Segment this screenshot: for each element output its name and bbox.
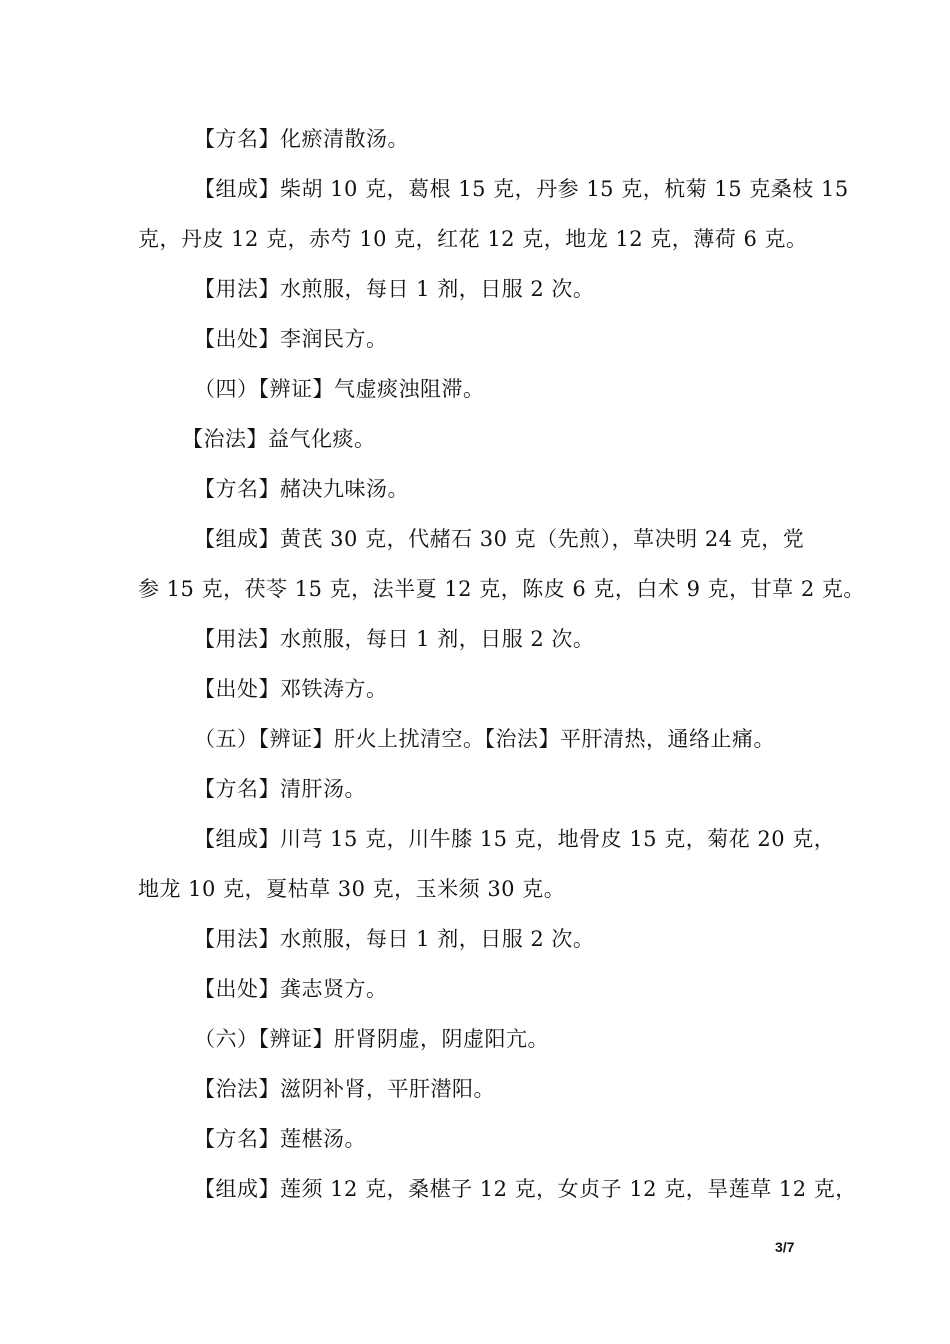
text-line: 克，丹皮 12 克，赤芍 10 克，红花 12 克，地龙 12 克，薄荷 6 克。 xyxy=(138,227,808,251)
text-line: 地龙 10 克，夏枯草 30 克，玉米须 30 克。 xyxy=(138,877,566,901)
text-line: 参 15 克，茯苓 15 克，法半夏 12 克，陈皮 6 克，白术 9 克，甘草 2 克。 xyxy=(138,577,865,601)
text-line: 【用法】水煎服，每日 1 剂，日服 2 次。 xyxy=(194,927,595,951)
text-line: 【方名】赭决九味汤。 xyxy=(194,477,409,501)
section-heading: （四）【辨证】气虚痰浊阻滞。 xyxy=(194,377,485,401)
text-line: 【出处】李润民方。 xyxy=(194,327,388,351)
text-line: 【方名】化瘀清散汤。 xyxy=(194,127,409,151)
text-line: 【组成】柴胡 10 克，葛根 15 克，丹参 15 克，杭菊 15 克桑枝 15 xyxy=(194,177,849,201)
section-heading: （六）【辨证】肝肾阴虚，阴虚阳亢。 xyxy=(194,1027,549,1051)
text-line: 【出处】邓铁涛方。 xyxy=(194,677,388,701)
text-line: 【用法】水煎服，每日 1 剂，日服 2 次。 xyxy=(194,277,595,301)
text-line: 【组成】莲须 12 克，桑椹子 12 克，女贞子 12 克，旱莲草 12 克， xyxy=(194,1177,857,1201)
text-line: 【治法】益气化痰。 xyxy=(182,427,376,451)
text-line: 【用法】水煎服，每日 1 剂，日服 2 次。 xyxy=(194,627,595,651)
text-line: 【治法】滋阴补肾，平肝潜阳。 xyxy=(194,1077,495,1101)
text-line: 【方名】清肝汤。 xyxy=(194,777,366,801)
section-heading: （五）【辨证】肝火上扰清空。【治法】平肝清热，通络止痛。 xyxy=(194,727,775,751)
text-line: 【组成】黄芪 30 克，代赭石 30 克（先煎），草决明 24 克，党 xyxy=(194,527,805,551)
text-line: 【组成】川芎 15 克，川牛膝 15 克，地骨皮 15 克，菊花 20 克， xyxy=(194,827,836,851)
page-number: 3/7 xyxy=(775,1239,795,1255)
text-line: 【方名】莲椹汤。 xyxy=(194,1127,366,1151)
text-line: 【出处】龚志贤方。 xyxy=(194,977,388,1001)
